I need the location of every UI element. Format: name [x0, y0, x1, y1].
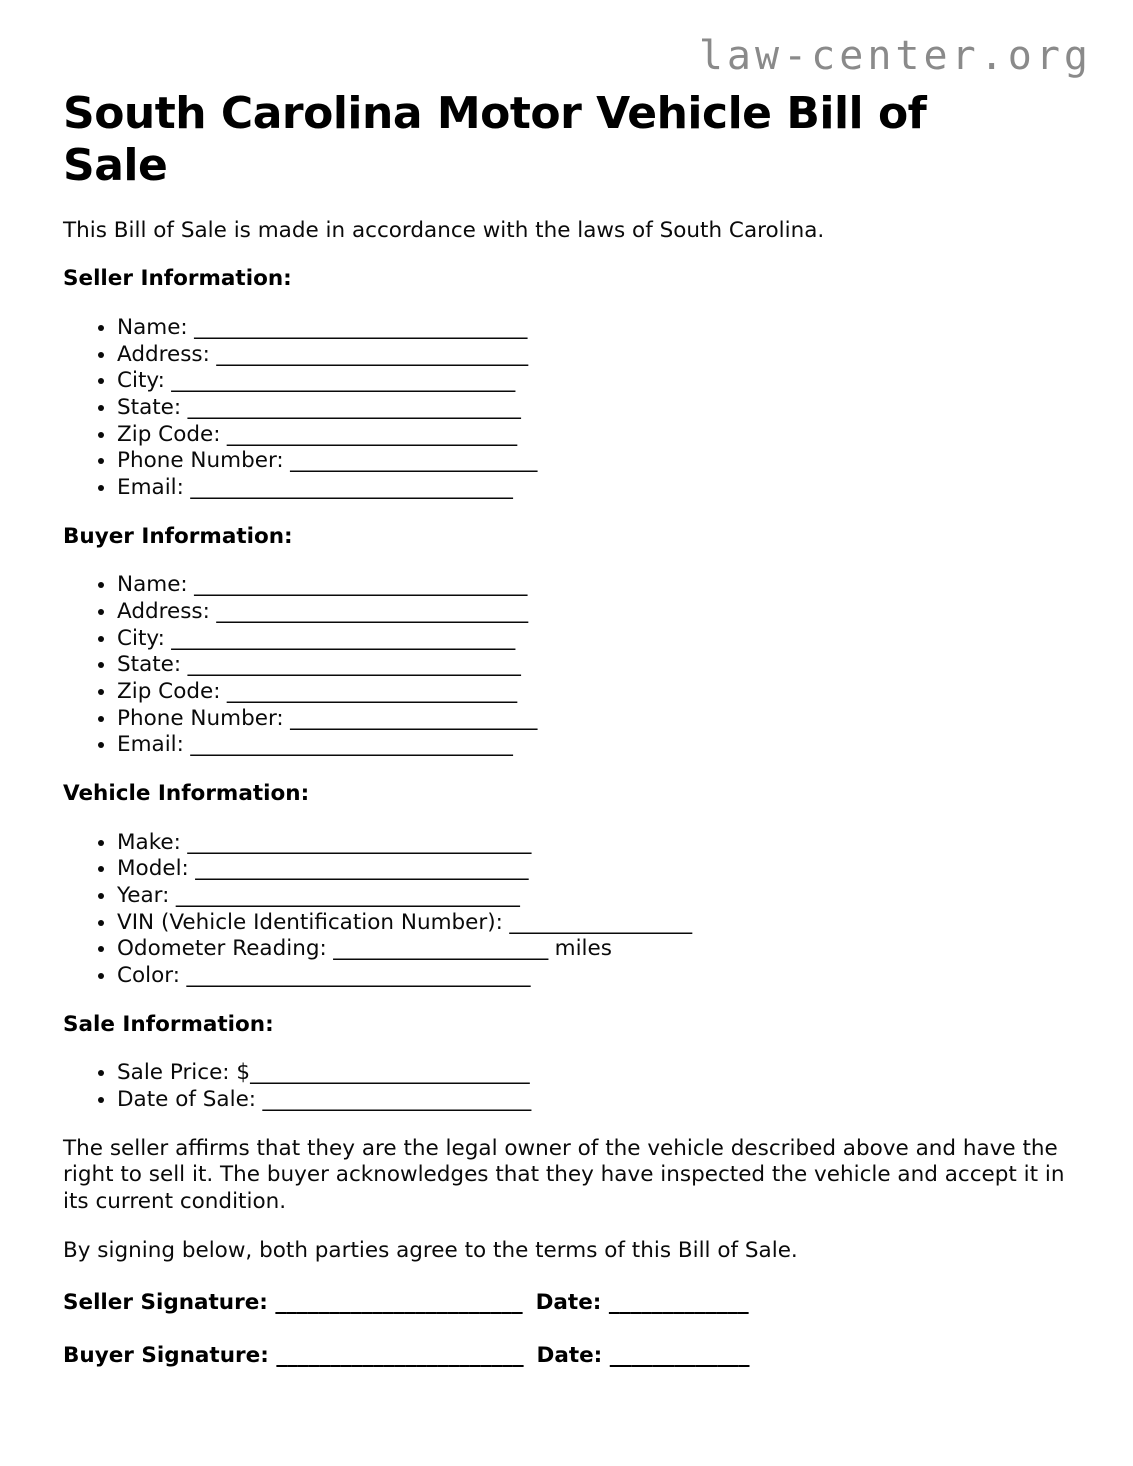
field-label: Odometer Reading: — [117, 936, 327, 962]
form-sections — [63, 266, 1070, 1113]
field-blank: _____________________________ — [216, 341, 529, 367]
signature-rows — [63, 1290, 1070, 1369]
form-field — [117, 422, 1070, 449]
field-label: Email: — [117, 732, 184, 758]
field-label: Email: — [117, 475, 184, 501]
field-label: City: — [117, 368, 165, 394]
date-label: Date: — [535, 1290, 602, 1316]
signature-label: Buyer Signature: — [63, 1342, 269, 1368]
field-label: Address: — [117, 341, 210, 367]
form-field — [117, 856, 1070, 883]
form-field — [117, 830, 1070, 857]
section-vehicle-information — [63, 781, 1070, 990]
field-blank: ________________________________ — [175, 882, 520, 908]
field-blank: __________________________ — [250, 1060, 530, 1086]
agreement-text: By signing below, both parties agree to the terms of this Bill of Sale. — [63, 1237, 798, 1263]
affirmation-text: The seller affirms that they are the legal owner of the vehicle described above and have the right to sell it. The buyer acknowledges that they have inspected the vehicle and accept it in its current condition. — [63, 1135, 1065, 1214]
field-label: Address: — [117, 599, 210, 625]
field-blank: _______________________ — [290, 448, 538, 474]
form-field — [117, 626, 1070, 653]
field-list — [63, 1060, 1070, 1113]
section-buyer-information — [63, 524, 1070, 759]
field-label: Year: — [117, 882, 170, 908]
field-label: Phone Number: — [117, 448, 284, 474]
section-seller-information — [63, 266, 1070, 501]
form-field — [117, 342, 1070, 369]
field-label: Zip Code: — [117, 421, 221, 447]
intro-text: This Bill of Sale is made in accordance with the laws of South Carolina. — [63, 217, 825, 243]
field-list — [63, 315, 1070, 502]
field-list — [63, 572, 1070, 759]
date-label: Date: — [536, 1342, 603, 1368]
field-label: Name: — [117, 315, 188, 341]
form-field — [117, 315, 1070, 342]
field-list — [63, 830, 1070, 990]
seller-signature-row — [63, 1290, 1070, 1317]
section-heading: Vehicle Information: — [63, 780, 310, 806]
form-field — [117, 1087, 1070, 1114]
field-blank: ________________________________ — [187, 829, 532, 855]
form-field — [117, 679, 1070, 706]
field-blank: _______________________________ — [194, 572, 528, 598]
field-blank: ________________________________ — [186, 962, 531, 988]
buyer-signature-row — [63, 1343, 1070, 1370]
form-field — [117, 599, 1070, 626]
field-blank: ___________________________ — [226, 679, 518, 704]
form-field — [117, 652, 1070, 679]
field-blank: _______________________________ — [187, 395, 521, 421]
field-blank: _________________ — [509, 909, 693, 935]
field-label: Make: — [117, 829, 181, 855]
field-label: Name: — [117, 572, 188, 598]
form-field — [117, 572, 1070, 599]
field-suffix: miles — [554, 936, 612, 962]
form-field — [117, 732, 1070, 759]
form-field — [117, 475, 1070, 502]
field-blank: _______________________________ — [187, 652, 521, 678]
document-title: South Carolina Motor Vehicle Bill of Sale — [63, 88, 927, 191]
field-label: State: — [117, 395, 182, 421]
field-label: Zip Code: — [117, 679, 221, 704]
field-blank: ___________________________ — [226, 421, 518, 447]
field-label: Phone Number: — [117, 705, 284, 731]
field-label: State: — [117, 652, 182, 678]
signature-label: Seller Signature: — [63, 1290, 268, 1316]
date-blank: _____________ — [608, 1290, 749, 1316]
field-blank: ____________________ — [333, 936, 549, 962]
signature-blank: _______________________ — [275, 1290, 523, 1316]
date-blank: _____________ — [609, 1342, 750, 1368]
field-label: City: — [117, 625, 165, 651]
site-logo: law-center.org — [698, 33, 1092, 79]
form-field — [117, 395, 1070, 422]
field-label: Model: — [117, 856, 189, 882]
form-field — [117, 963, 1070, 990]
field-blank: _______________________________ — [195, 856, 529, 882]
field-blank: ______________________________ — [190, 475, 513, 501]
field-blank: ________________________________ — [171, 368, 516, 394]
form-field — [117, 448, 1070, 475]
form-field — [117, 883, 1070, 910]
section-sale-information — [63, 1012, 1070, 1114]
form-field — [117, 1060, 1070, 1087]
field-blank: ________________________________ — [171, 625, 516, 651]
form-field — [117, 368, 1070, 395]
field-label: Date of Sale: — [117, 1086, 257, 1112]
field-label: Color: — [117, 962, 180, 988]
field-blank: _________________________ — [262, 1086, 532, 1112]
signature-blank: _______________________ — [276, 1342, 524, 1368]
form-field — [117, 910, 1070, 937]
field-label: VIN (Vehicle Identification Number): — [117, 909, 503, 935]
field-blank: ______________________________ — [190, 732, 513, 758]
section-heading: Buyer Information: — [63, 523, 293, 549]
field-blank: _____________________________ — [216, 599, 529, 625]
field-label: Sale Price: $ — [117, 1060, 251, 1086]
field-blank: _______________________________ — [194, 315, 528, 341]
field-blank: _______________________ — [290, 705, 538, 731]
section-heading: Seller Information: — [63, 266, 292, 292]
section-heading: Sale Information: — [63, 1011, 274, 1037]
form-field — [117, 706, 1070, 733]
form-field — [117, 936, 1070, 963]
